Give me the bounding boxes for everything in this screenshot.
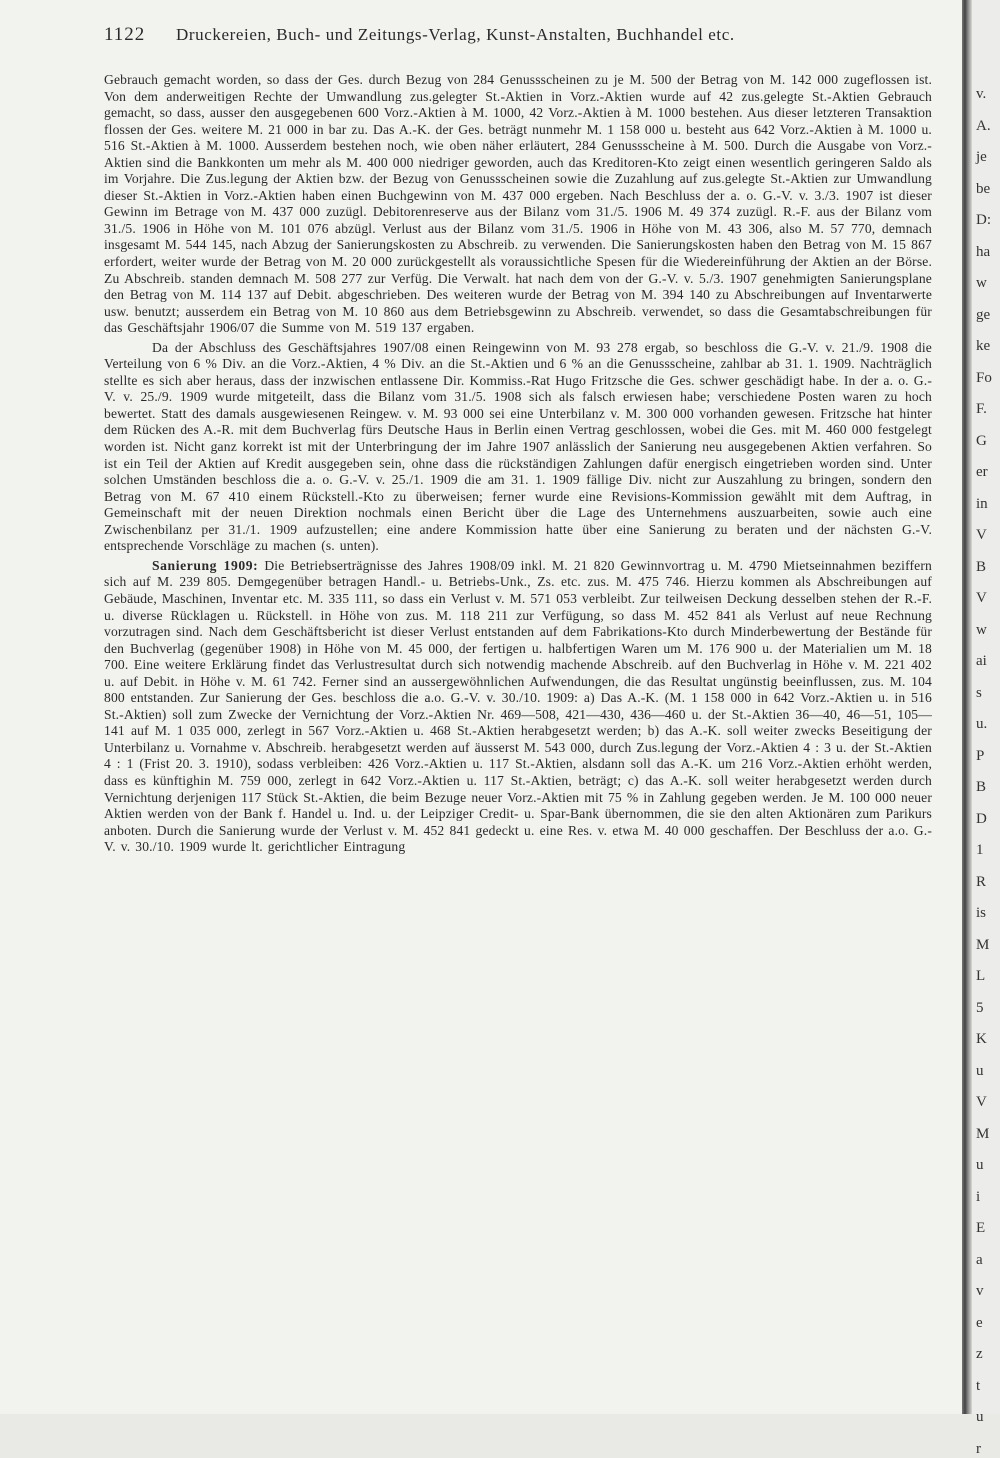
adjacent-page-fragment: F. (976, 401, 987, 417)
adjacent-page-fragment: V (976, 527, 987, 543)
adjacent-page-fragment: in (976, 495, 988, 512)
adjacent-page-fragment: R (976, 873, 987, 890)
adjacent-page-fragment: P (976, 747, 985, 764)
adjacent-page-fragment: ha (976, 243, 991, 260)
paragraph-1-text: Gebrauch gemacht worden, so dass der Ges. durch Bezug von 284 Genussscheinen zu je M. 500 der Betrag von M. 142 000 zugeflossen ist. Von dem anderweitigen Rechte der Umwandlung zus.gelegter St.-Aktien in Vorz.-Aktien wurde auf 42 zus.gelegte St.-Aktien Gebrauch gemacht, so dass, ausser den ausgegebenen 600 Vorz.-Aktien à M. 1000, 42 Vorz.-Aktien à M. 1000 bestehen. Aus dieser letzteren Transaktion flossen der Ges. weitere M. 21 000 in bar zu. Das A.-K. der Ges. beträgt nunmehr M. 1 158 000 u. besteht aus 642 Vorz.-Aktien à M. 1000 u. 516 St.-Aktien à M. 1000. Ausserdem bestehen noch, wie oben näher erläutert, 284 Genussscheine à M. 500. Durch die Ausgabe von Vorz.-Aktien sind die Bankkonten um mehr als M. 400 000 niedriger geworden, auch das Kreditoren-Kto zeigt einen wesentlich geringeren Saldo als im Vorjahre. Die Zus.legung der Aktien bzw. der Bezug von Genussscheinen sowie die Zuzahlung auf zus.gelegte St.-Aktien zur Umwandlung dieser St.-Aktien in Vorz.-Aktien haben einen Buchgewinn von M. 437 000 ergeben. Nach Beschluss der a. o. G.-V. v. 3./3. 1907 ist dieser Gewinn im Betrage von M. 437 000 zuzügl. Debitorenreserve aus der Bilanz vom 31./5. 1906 M. 49 374 zuzügl. R.-F. aus der Bilanz vom 31./5. 1906 in Höhe von M. 101 076 abzügl. Verlust aus der Bilanz vom 31./5. 1906 in Höhe von M. 43 306, also M. 57 770, demnach insgesamt M. 544 145, nach Abzug der Sanierungskosten zu Abschreib. zu verwenden. Die Sanierungskosten haben den Betrag von M. 15 867 erfordert, weiter wurde der Betrag von M. 20 000 zurückgestellt als voraussichtliche Spesen für die Wiedereinführung der Aktien an der Börse. Zu Abschreib. standen demnach M. 508 277 zur Verfüg. Die Verwalt. hat nach dem von der G.-V. v. 5./3. 1907 genehmigten Sanierungsplane den Betrag von M. 114 137 auf Debit. abgeschrieben. Des weiteren wurde der Betrag von M. 394 140 zu Abschreibungen auf Inventarwerte usw. benutzt; ausserdem ein Betrag von M. 10 860 aus dem Betriebsgewinn zu Abschreib. verwendet, so dass die Gesamtabschreibungen für das Geschäftsjahr 1906/07 die Summe von M. 519 137 ergaben. (104, 72, 932, 336)
adjacent-page-fragment: E (976, 1220, 986, 1236)
page-number: 1122 (104, 24, 146, 45)
adjacent-page-fragment: e (976, 1314, 983, 1331)
adjacent-page-fragment: D: (976, 212, 991, 228)
paragraph-3-text: Die Betriebserträgnisse des Jahres 1908/09 inkl. M. 21 820 Gewinnvortrag u. M. 4790 Mietseinnahmen beziffern sich auf M. 239 805. Demgegenüber betragen Handl.- u. Betriebs-Unk., Zs. etc. zus. M. 475 746. Hierzu kommen als Abschreibungen auf Gebäude, Maschinen, Inventar etc. M. 335 111, so dass ein Verlust v. M. 571 053 verbleibt. Zur teilweisen Deckung desselben stehen der R.-F. u. diverse Rücklagen u. Rückstell. in Höhe von zus. M. 118 211 zur Verfügung, so dass M. 452 841 als Verlust auf neue Rechnung vorzutragen sind. Nach dem Geschäftsbericht ist dieser Verlust entstanden auf dem Fabrikations-Kto durch Minderbewertung der Bestände für den Buchverlag (gegenüber 1908) in Höhe von M. 45 000, der fertigen u. halbfertigen Waren um M. 176 900 u. der Materialien um M. 18 700. Eine weitere Erklärung findet das Verlustresultat durch sich notwendig machende Abschreib. auf den Buchverlag in Höhe v. M. 221 402 u. auf Debit. in Höhe v. M. 61 742. Ferner sind an aussergewöhnlichen Aufwendungen, die das Resultat ungünstig beeinflussen, zus. M. 104 800 entstanden. Zur Sanierung der Ges. beschloss die a.o. G.-V. v. 30./10. 1909: a) Das A.-K. (M. 1 158 000 in 642 Vorz.-Aktien u. in 516 St.-Aktien) soll zum Zwecke der Vernichtung der Vorz.-Aktien Nr. 469—508, 421—430, 436—460 u. der St.-Aktien 36—40, 46—51, 105—141 auf M. 1 035 000, zerlegt in 567 Vorz.-Aktien u. 468 St.-Aktien herabgesetzt werden; b) das A.-K. soll weiter zwecks Beseitigung der Unterbilanz u. Vornahme v. Abschreib. herabgesetzt werden auf äusserst M. 543 000, durch Zus.legung der Vorz.-Aktien 4 : 3 u. der St.-Aktien 4 : 1 (Frist 20. 3. 1910), sodass verbleiben: 426 Vorz.-Aktien u. 117 St.-Aktien, alsdann soll das A.-K. um 216 Vorz.-Aktien erhöht werden, dass es künftighin M. 759 000, zerlegt in 642 Vorz.-Aktien u. 117 St.-Aktien, beträgt; c) das A.-K. soll weiter herabgesetzt werden durch Vernichtung derjenigen 117 Stück St.-Aktien, die beim Bezuge neuer Vorz.-Aktien mit 75 % in Zahlung gegeben werden. Je M. 100 000 neuer Aktien werden von der Bank f. Handel u. Ind. u. der Leipziger Credit- u. Spar-Bank übernommen, die sie den alten Aktionären zum Parikurs anboten. Durch die Sanierung wurde der Verlust v. M. 452 841 gedeckt u. eine Res. v. etwa M. 40 000 geschaffen. Der Beschluss der a.o. G.-V. v. 30./10. 1909 wurde lt. gerichtlicher Eintragung (104, 557, 932, 855)
adjacent-page-fragment: u (976, 1409, 984, 1425)
adjacent-page-fragment: u. (976, 716, 988, 732)
adjacent-page-fragment: i (976, 1188, 981, 1205)
adjacent-page-fragment: ge (976, 306, 991, 323)
adjacent-page-fragment: u (976, 1157, 984, 1173)
section-heading-sanierung: Sanierung 1909: (152, 557, 259, 573)
adjacent-page-fragment: G (976, 432, 987, 449)
paragraph-2-text: Da der Abschluss des Geschäftsjahres 1907/08 einen Reingewinn von M. 93 278 ergab, so beschloss die G.-V. v. 21./9. 1908 die Verteilung von 6 % Div. an die Vorz.-Aktien, 4 % Div. an die St.-Aktien und 6 % an die Genussscheine, zahlbar ab 31. 1. 1909. Nachträglich stellte es sich aber heraus, dass der inzwischen entlassene Dir. Kommiss.-Rat Hugo Fritzsche die Ges. schwer geschädigt habe. In der a. o. G.-V. v. 25./9. 1909 wurde mitgeteilt, dass die Bilanz vom 31./5. 1908 sich als falsch erwiesen habe; verschiedene Posten waren zu hoch bewertet. Statt des damals ausgewiesenen Reingew. v. M. 93 000 sei eine Unterbilanz v. M. 300 000 vorhanden gewesen. Fritzsche hat hinter dem Rücken des A.-R. mit dem Buchverlag fürs Deutsche Haus in Berlin einen Vertrag geschlossen, wobei die Ges. mit M. 460 000 festgelegt worden ist. Nicht ganz korrekt ist mit der Unterbringung der im Jahre 1907 anlässlich der Sanierung neu ausgegebenen Aktien verfahren. So ist ein Teil der Aktien auf Kredit ausgegeben sein, ohne dass die rückständigen Zahlungen dafür energisch eingetrieben worden sind. Unter solchen Umständen beschloss die a. o. G.-V. v. 25./1. 1909 die am 31. 1. 1909 fällige Div. nicht zur Auszahlung zu bringen, sondern den Betrag von M. 67 410 einem Rückstell.-Kto zu überweisen; ferner wurde eine Revisions-Kommission gewählt mit dem Auftrag, in Gemeinschaft mit der neuen Direktion nochmals einen Bericht über die Lage des Unternehmens auszuarbeiten, sowie auch eine Zwischenbilanz per 31./1. 1909 aufzustellen; eine andere Kommission hatte über eine Sanierung zu beraten und der nächsten G.-V. entsprechende Vorschläge zu machen (s. unten). (104, 339, 932, 554)
adjacent-page-fragment: er (976, 464, 988, 480)
adjacent-page-fragment: M (976, 936, 990, 953)
adjacent-page-fragment: V (976, 1094, 987, 1110)
adjacent-page-fragment: 5 (976, 999, 984, 1016)
adjacent-page-fragment: A. (976, 117, 991, 134)
adjacent-page-fragment: z (976, 1346, 983, 1362)
adjacent-page-fragment: w (976, 275, 987, 291)
adjacent-page-fragment: v (976, 1283, 984, 1299)
body-text (104, 72, 932, 856)
page-header (104, 24, 934, 54)
adjacent-page-fragment: ai (976, 653, 987, 669)
adjacent-page-fragment: a (976, 1251, 983, 1268)
adjacent-page-fragment: be (976, 180, 991, 197)
adjacent-page-fragment: r (976, 1440, 981, 1457)
paragraph-2 (104, 340, 932, 555)
adjacent-page-fragment: Fo (976, 369, 992, 386)
adjacent-page-fragment: B (976, 779, 987, 795)
paragraph-1 (104, 72, 932, 337)
page-gutter-edge (962, 0, 972, 1414)
paragraph-3 (104, 558, 932, 856)
adjacent-page-fragment: K (976, 1031, 987, 1047)
adjacent-page-fragment: M (976, 1125, 990, 1142)
adjacent-page-fragment: B (976, 558, 987, 575)
adjacent-page-fragment: V (976, 590, 987, 606)
adjacent-page-fragment: w (976, 621, 987, 638)
adjacent-page-fragment: L (976, 968, 986, 984)
adjacent-page-fragment: D (976, 810, 987, 827)
adjacent-page-fragment: u (976, 1062, 984, 1079)
adjacent-page-fragment: v. (976, 86, 987, 102)
adjacent-page-fragment: je (976, 149, 987, 165)
running-title: Druckereien, Buch- und Zeitungs-Verlag, Kunst-Anstalten, Buchhandel etc. (176, 25, 735, 44)
adjacent-page-fragment: ke (976, 338, 991, 354)
adjacent-page-fragment: t (976, 1377, 981, 1394)
adjacent-page-strip (972, 0, 1000, 1457)
adjacent-page-fragment: 1 (976, 842, 984, 858)
adjacent-page-fragment: is (976, 905, 987, 921)
adjacent-page-fragment: s (976, 684, 982, 701)
